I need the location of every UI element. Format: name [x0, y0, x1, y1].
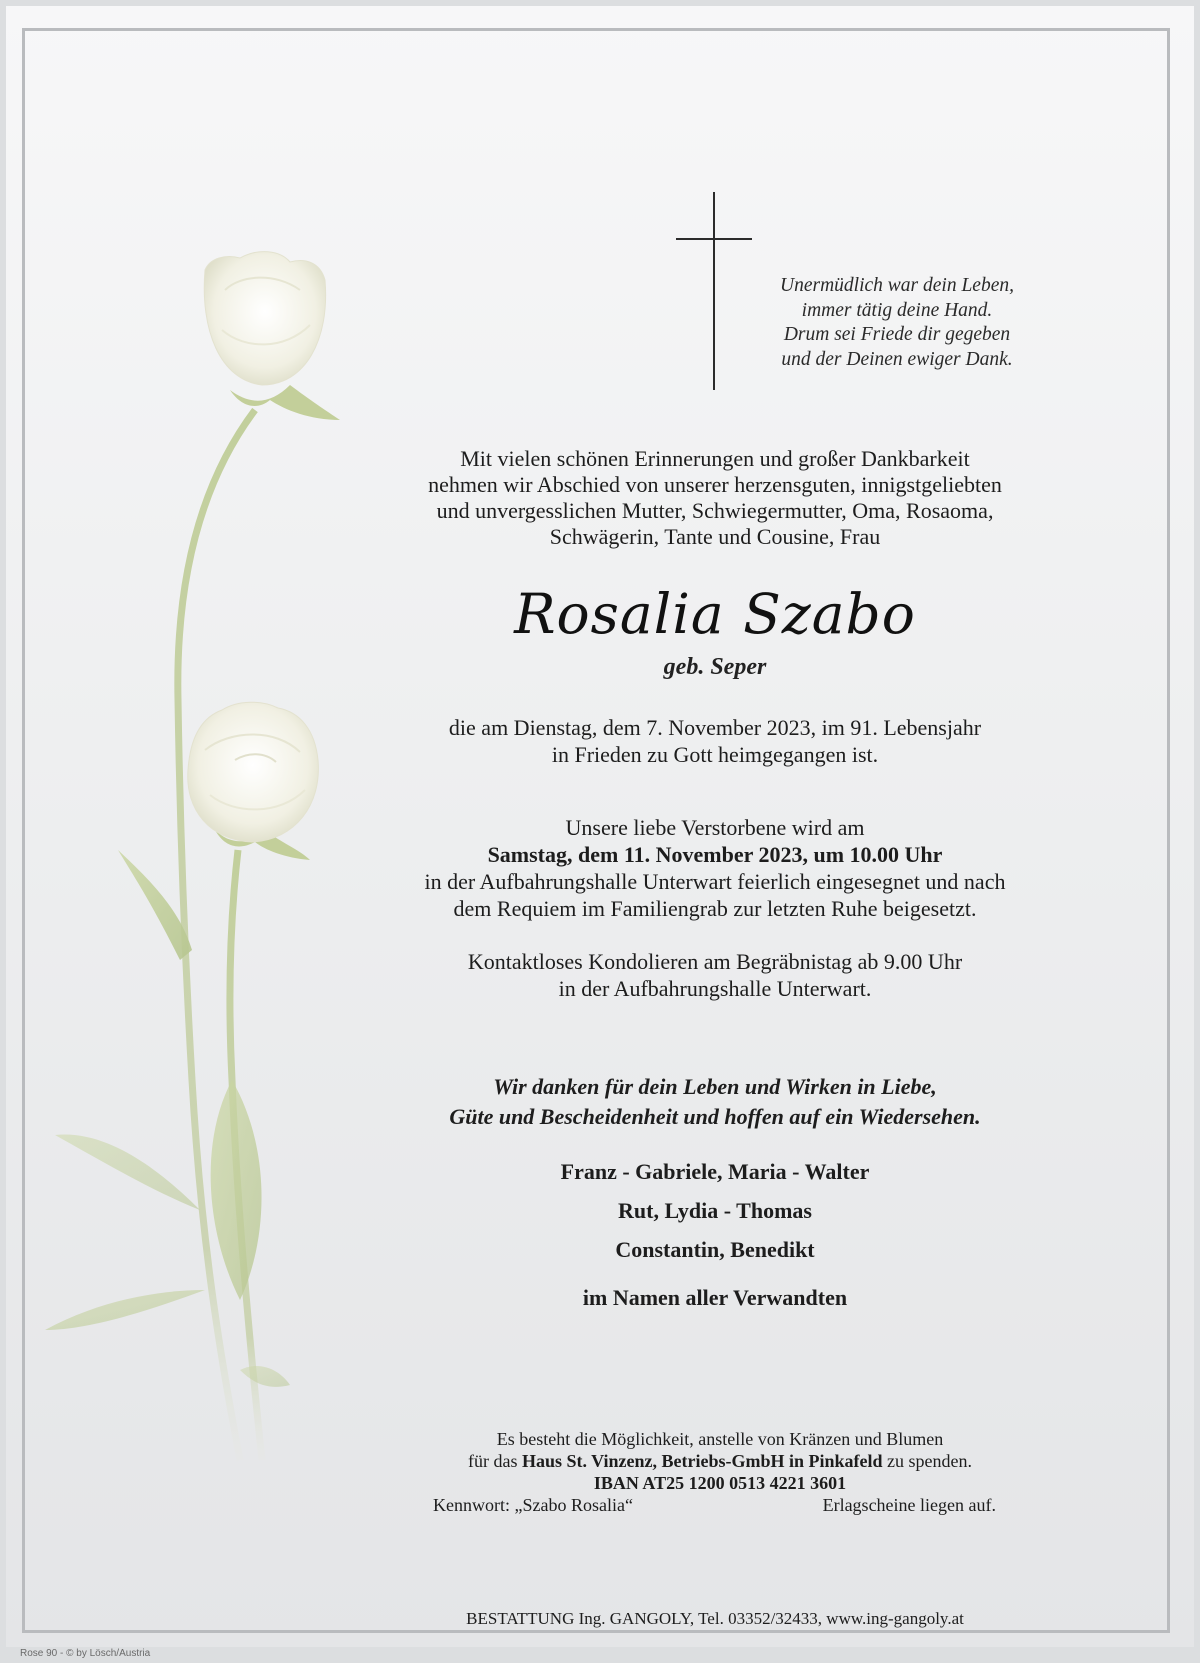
iban: IBAN AT25 1200 0513 4221 3601: [593, 1473, 847, 1493]
funeral-line: dem Requiem im Familiengrab zur letzten Ruhe beigesetzt.: [453, 896, 977, 921]
intro-line: und unvergesslichen Mutter, Schwiegermutter, Oma, Rosaoma,: [436, 498, 994, 523]
thanks-text: [380, 1072, 1050, 1132]
death-line: in Frieden zu Gott heimgegangen ist.: [551, 742, 879, 767]
funeral-line: in der Aufbahrungshalle Unterwart feierlich eingesegnet und nach: [424, 869, 1006, 894]
memorial-verse: [752, 274, 1042, 372]
funeral-date-time: Samstag, dem 11. November 2023, um 10.00 Uhr: [487, 842, 943, 867]
donation-keyword: Kennwort: „Szabo Rosalia“: [433, 1495, 633, 1515]
donation-line: Es besteht die Möglichkeit, anstelle von Kränzen und Blumen: [496, 1429, 944, 1449]
deceased-name: Rosalia Szabo: [514, 582, 916, 646]
donation-suffix: zu spenden.: [882, 1451, 972, 1471]
relatives-line: im Namen aller Verwandten: [582, 1285, 848, 1310]
thanks-line: Wir danken für dein Leben und Wirken in Liebe,: [493, 1074, 937, 1099]
funeral-details: [380, 814, 1050, 922]
thanks-line: Güte und Bescheidenheit und hoffen auf ein Wiedersehen.: [449, 1104, 981, 1129]
undertaker-footer: BESTATTUNG Ing. GANGOLY, Tel. 03352/32433, www.ing-gangoly.at: [466, 1609, 964, 1628]
intro-line: Mit vielen schönen Erinnerungen und großer Dankbarkeit: [460, 446, 970, 471]
intro-text: [380, 446, 1050, 550]
mourners-list: [380, 1152, 1050, 1317]
verse-line: Drum sei Friede dir gegeben: [783, 324, 1011, 345]
funeral-line: Unsere liebe Verstorbene wird am: [565, 815, 865, 840]
cross-icon: [676, 192, 752, 390]
death-line: die am Dienstag, dem 7. November 2023, im 91. Lebensjahr: [448, 715, 982, 740]
donation-organisation: Haus St. Vinzenz, Betriebs-GmbH in Pinkafeld: [521, 1451, 883, 1471]
verse-line: immer tätig deine Hand.: [801, 299, 993, 321]
donation-line: [420, 1450, 1020, 1472]
intro-line: Schwägerin, Tante und Cousine, Frau: [549, 524, 881, 549]
image-credit: Rose 90 - © by Lösch/Austria: [20, 1648, 151, 1659]
intro-line: nehmen wir Abschied von unserer herzensguten, innigstgeliebten: [428, 472, 1002, 497]
death-notice: [380, 714, 1050, 768]
verse-line: Unermüdlich war dein Leben,: [780, 275, 1014, 296]
verse-line: und der Deinen ewiger Dank.: [781, 348, 1013, 370]
donation-prefix: für das: [468, 1451, 522, 1471]
mourner-line: Franz - Gabriele, Maria - Walter: [560, 1159, 870, 1184]
maiden-name: geb. Seper: [663, 654, 767, 680]
mourner-line: Rut, Lydia - Thomas: [618, 1198, 812, 1223]
payment-forms-note: Erlagscheine liegen auf.: [822, 1495, 996, 1515]
condolence-line: in der Aufbahrungshalle Unterwart.: [558, 976, 872, 1001]
condolence-line: Kontaktloses Kondolieren am Begräbnistag ab 9.00 Uhr: [467, 949, 963, 974]
condolence-info: [380, 948, 1050, 1002]
mourner-line: Constantin, Benedikt: [615, 1237, 815, 1262]
donation-info: [420, 1428, 1020, 1494]
